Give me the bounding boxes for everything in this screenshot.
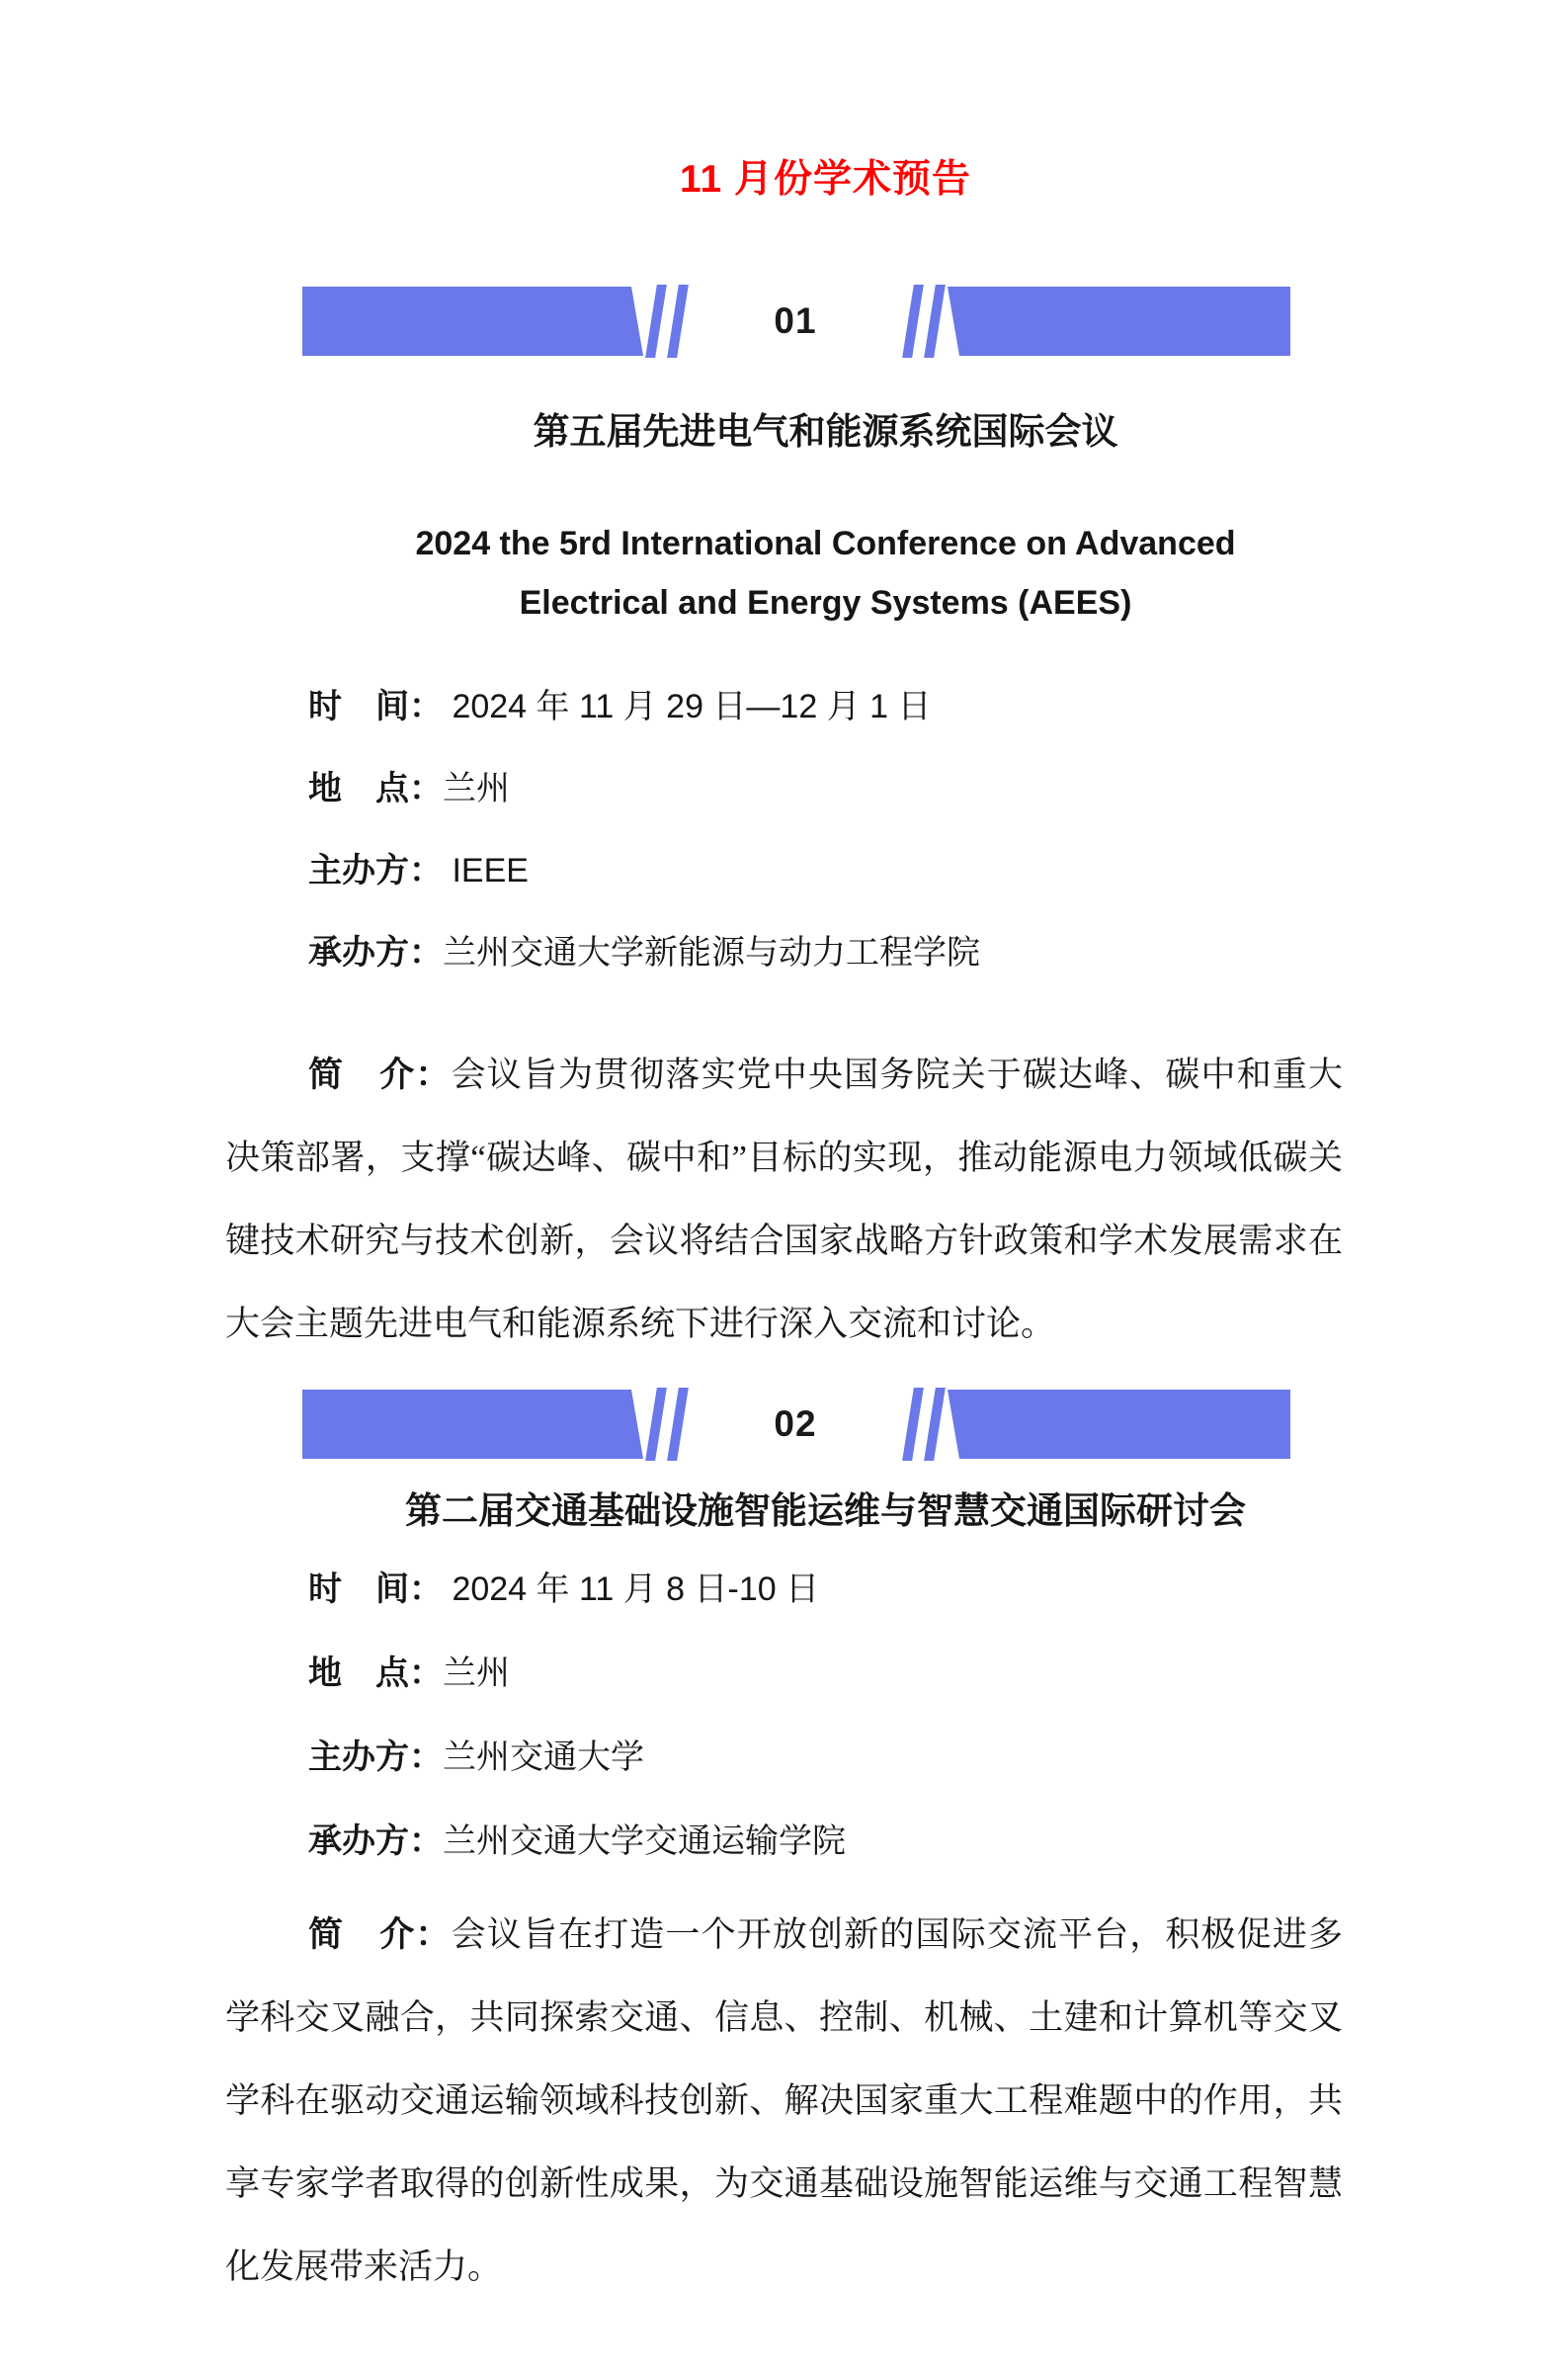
slash-icon bbox=[924, 285, 946, 358]
banner-bar-left bbox=[302, 287, 643, 356]
intro-text: 会议旨在打造一个开放创新的国际交流平台，积极促进多学科交叉融合，共同探索交通、信息、控制、机械、土建和计算机等交叉学科在驱动交通运输领域科技创新、解决国家重大工程难题中的作用，共享专家学者取得的创新性成果，为交通基础设施智能运维与交通工程智慧化发展带来活力。 bbox=[225, 1915, 1343, 2286]
section-1-banner bbox=[302, 287, 1290, 356]
detail-row-host bbox=[308, 1800, 1343, 1884]
banner-slashes-right bbox=[908, 1388, 940, 1461]
detail-label: 时 间： bbox=[308, 689, 443, 725]
section-2 bbox=[225, 1390, 1343, 2309]
detail-label: 承办方： bbox=[308, 1823, 443, 1860]
detail-label: 主办方： bbox=[308, 1739, 443, 1776]
detail-value: 兰州交通大学交通运输学院 bbox=[443, 1822, 846, 1860]
detail-value: IEEE bbox=[443, 852, 529, 890]
intro-label: 简 介： bbox=[308, 1056, 452, 1094]
detail-value: 兰州 bbox=[443, 770, 510, 807]
banner-bar-right bbox=[948, 1390, 1290, 1459]
detail-row-time bbox=[308, 666, 1343, 748]
banner-bar-left bbox=[302, 1390, 643, 1459]
detail-label: 地 点： bbox=[308, 771, 443, 807]
section-number-badge: 01 bbox=[774, 300, 817, 341]
detail-value: 兰州交通大学新能源与动力工程学院 bbox=[443, 934, 980, 972]
section-title-en-line1: 2024 the 5rd International Conference on Advanced bbox=[415, 525, 1236, 562]
banner-bar-right bbox=[948, 287, 1290, 356]
intro-text: 会议旨为贯彻落实党中央国务院关于碳达峰、碳中和重大决策部署，支撑“碳达峰、碳中和”目标的实现，推动能源电力领域低碳关键技术研究与技术创新，会议将结合国家战略方针政策和学术发展需求在大会主题先进电气和能源系统下进行深入交流和讨论。 bbox=[225, 1056, 1343, 1343]
section-1-details bbox=[225, 666, 1343, 994]
detail-row-host bbox=[308, 912, 1343, 994]
detail-row-time bbox=[308, 1548, 1343, 1632]
intro-label: 简 介： bbox=[308, 1915, 452, 1954]
slash-icon bbox=[645, 285, 667, 358]
detail-row-location bbox=[308, 748, 1343, 830]
detail-value: 兰州交通大学 bbox=[443, 1738, 644, 1776]
section-title-en-line2: Electrical and Energy Systems (AEES) bbox=[519, 584, 1132, 622]
section-2-intro-paragraph bbox=[225, 1894, 1343, 2309]
banner-slashes-left bbox=[651, 1388, 683, 1461]
slash-icon bbox=[645, 1388, 667, 1461]
section-number-badge: 02 bbox=[774, 1403, 817, 1444]
detail-label: 主办方： bbox=[308, 853, 443, 890]
section-title-en bbox=[308, 514, 1343, 633]
section-1-intro-paragraph bbox=[225, 1034, 1343, 1366]
section-2-details bbox=[225, 1548, 1343, 1884]
page-title: 11 月份学术预告 bbox=[679, 158, 972, 201]
section-title-zh: 第二届交通基础设施智能运维与智慧交通国际研讨会 bbox=[405, 1491, 1246, 1532]
slash-icon bbox=[924, 1388, 946, 1461]
section-title-zh: 第五届先进电气和能源系统国际会议 bbox=[533, 412, 1118, 453]
detail-label: 地 点： bbox=[308, 1655, 443, 1692]
section-1 bbox=[225, 287, 1343, 1366]
detail-value: 兰州 bbox=[443, 1654, 510, 1692]
section-2-banner bbox=[302, 1390, 1290, 1459]
banner-slashes-right bbox=[908, 285, 940, 358]
detail-row-organizer bbox=[308, 1716, 1343, 1800]
detail-label: 时 间： bbox=[308, 1571, 443, 1608]
detail-value: 2024 年 11 月 8 日-10 日 bbox=[443, 1570, 820, 1608]
detail-row-organizer bbox=[308, 830, 1343, 912]
detail-row-location bbox=[308, 1632, 1343, 1716]
banner-slashes-left bbox=[651, 285, 683, 358]
detail-value: 2024 年 11 月 29 日—12 月 1 日 bbox=[443, 688, 932, 725]
detail-label: 承办方： bbox=[308, 935, 443, 972]
